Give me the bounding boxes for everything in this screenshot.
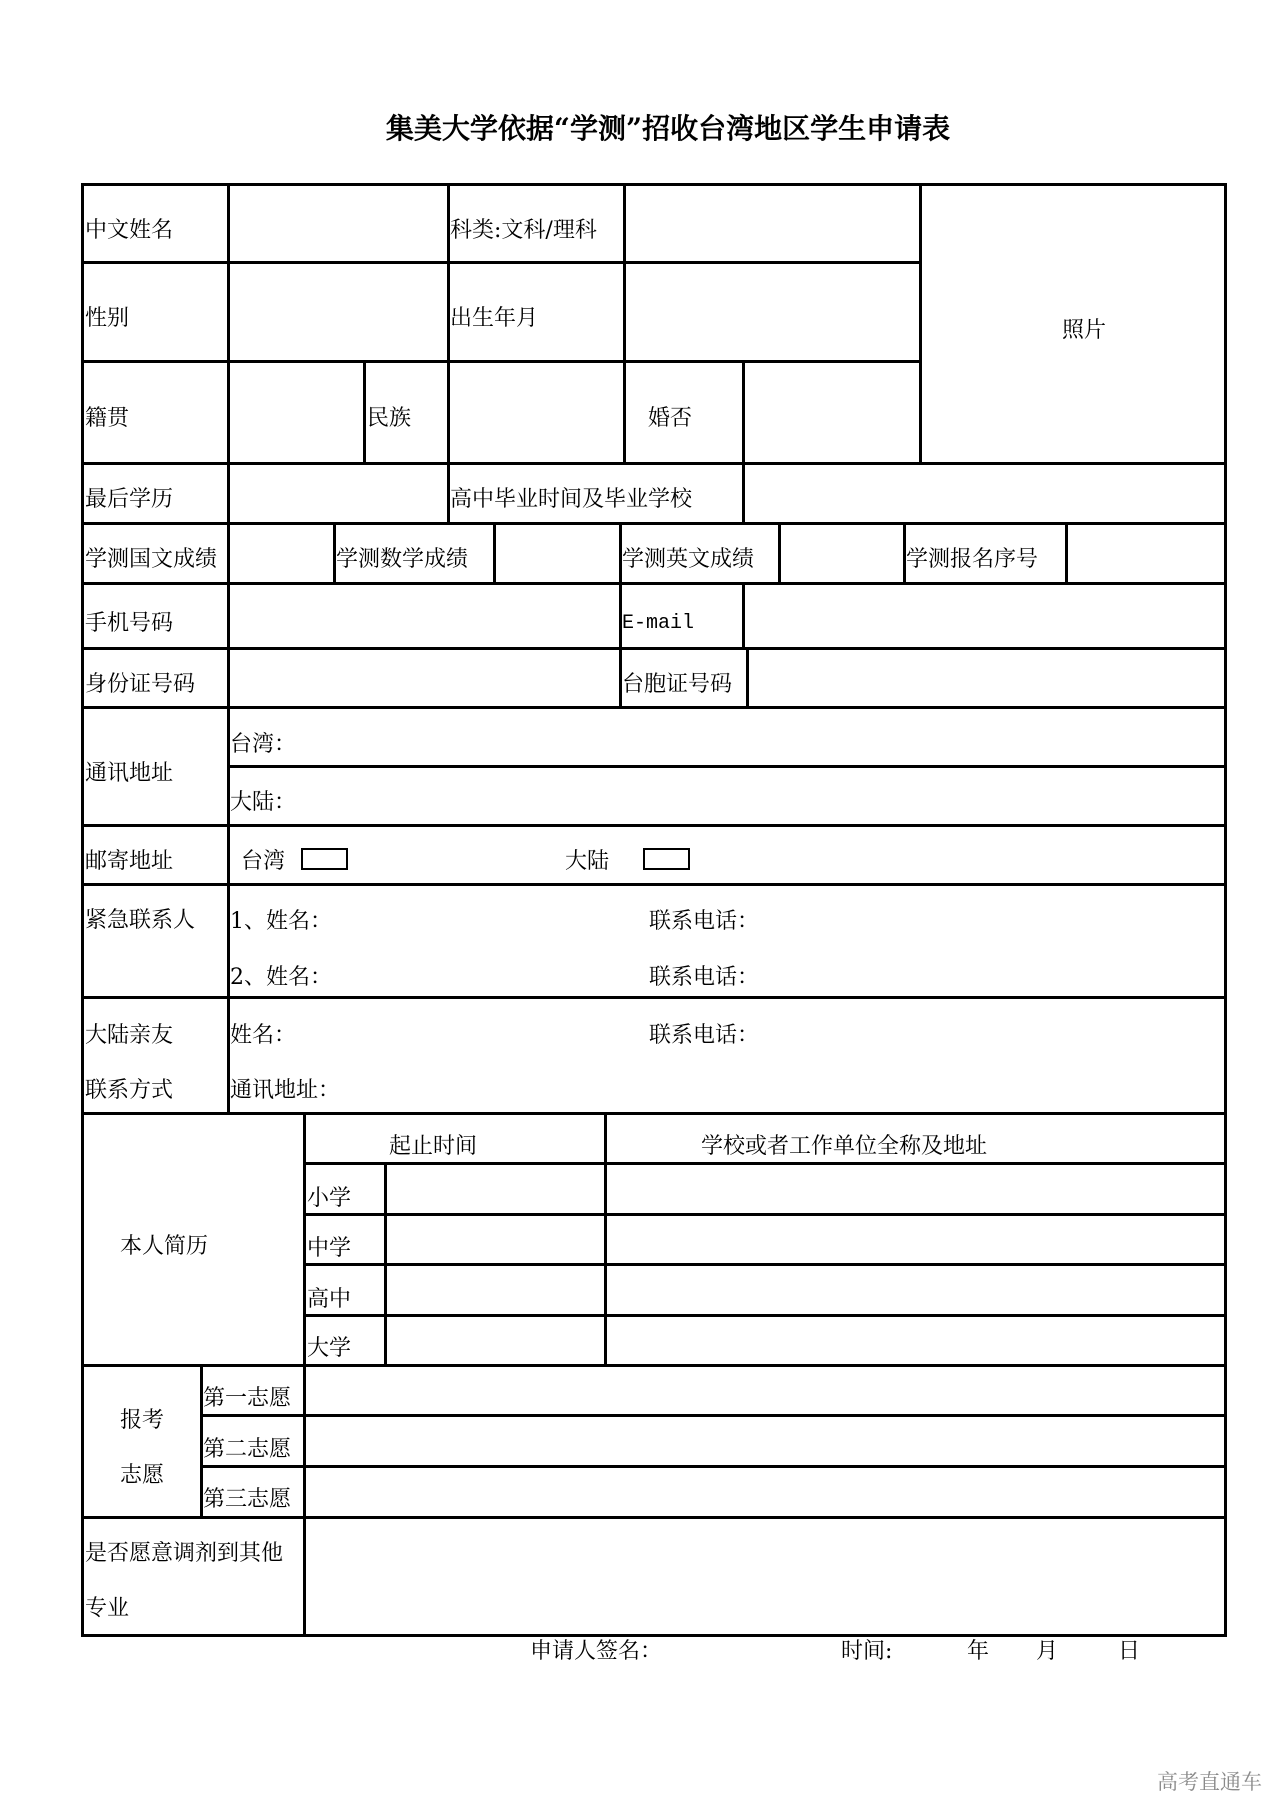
- high-school-label: 高中毕业时间及毕业学校: [450, 487, 693, 512]
- resume-period-header-label: 起止时间: [389, 1134, 478, 1159]
- form-title: 集美大学依据“学测”招收台湾地区学生申请表: [385, 112, 951, 145]
- emergency-phone1-label: 联系电话：: [649, 909, 760, 934]
- marital-label: 婚否: [648, 406, 693, 431]
- chinese-name-field: [227, 183, 450, 264]
- emergency-label: 紧急联系人: [85, 908, 196, 933]
- choices-label-line2: 志愿: [120, 1463, 165, 1488]
- taiwan-id-field: [746, 647, 1227, 709]
- address-mainland-field: [227, 765, 1227, 827]
- mailing-options-cell: [227, 824, 1227, 886]
- resume-school-field: [604, 1162, 1227, 1216]
- mailing-label: 邮寄地址: [85, 849, 174, 874]
- photo-label: 照片: [1062, 318, 1107, 343]
- birth-field: [623, 261, 922, 363]
- signature-month-label: 月: [1036, 1639, 1059, 1664]
- chinese-name-label: 中文姓名: [85, 218, 174, 243]
- relatives-name-label: 姓名：: [230, 1023, 297, 1048]
- signature-year-label: 年: [967, 1639, 990, 1664]
- emergency-phone2-label: 联系电话：: [649, 965, 760, 990]
- watermark: 高考直通车: [1157, 1770, 1262, 1794]
- resume-period-field: [384, 1314, 607, 1367]
- exam-number-field: [1065, 522, 1227, 585]
- choice-field: [303, 1465, 1227, 1519]
- education-label: 最后学历: [85, 487, 174, 512]
- id-number-field: [227, 647, 622, 709]
- subject-field: [623, 183, 922, 264]
- relatives-label-line1: 大陆亲友: [85, 1023, 174, 1048]
- relatives-label-line2: 联系方式: [85, 1078, 174, 1103]
- score-math-label: 学测数学成绩: [336, 547, 469, 572]
- exam-number-label: 学测报名序号: [906, 547, 1039, 572]
- adjust-label-line1: 是否愿意调剂到其他: [85, 1541, 284, 1566]
- education-field: [227, 462, 450, 525]
- mobile-field: [227, 582, 622, 650]
- choice-third-label: 第三志愿: [203, 1487, 292, 1512]
- resume-level-middle: 中学: [307, 1236, 352, 1261]
- gender-field: [227, 261, 450, 363]
- mailing-mainland-checkbox: [643, 848, 690, 870]
- resume-school-field: [604, 1263, 1227, 1317]
- address-label: 通讯地址: [85, 761, 174, 786]
- adjust-field: [303, 1516, 1227, 1637]
- resume-level-high: 高中: [307, 1287, 352, 1312]
- address-taiwan-label: 台湾：: [230, 732, 297, 757]
- resume-level-university: 大学: [307, 1336, 352, 1361]
- taiwan-id-label: 台胞证号码: [622, 672, 733, 697]
- marital-field: [742, 360, 922, 465]
- relatives-phone-label: 联系电话：: [649, 1023, 760, 1048]
- address-mainland-label: 大陆：: [230, 790, 297, 815]
- signature-day-label: 日: [1118, 1639, 1141, 1664]
- choices-label-line1: 报考: [120, 1408, 165, 1433]
- choice-field: [303, 1364, 1227, 1417]
- choice-field: [303, 1414, 1227, 1468]
- subject-label: 科类:文科/理科: [450, 218, 597, 243]
- choice-first-label: 第一志愿: [203, 1386, 292, 1411]
- relatives-field: [227, 996, 1227, 1115]
- applicant-signature-label: 申请人签名：: [530, 1639, 663, 1664]
- native-place-field: [227, 360, 366, 465]
- gender-label: 性别: [85, 306, 130, 331]
- resume-level-primary: 小学: [307, 1186, 352, 1211]
- ethnicity-field: [447, 360, 626, 465]
- relatives-address-label: 通讯地址：: [230, 1078, 341, 1103]
- mailing-taiwan-checkbox: [301, 848, 348, 870]
- resume-period-field: [384, 1263, 607, 1317]
- emergency-name2-label: 2、姓名：: [230, 965, 332, 990]
- resume-period-field: [384, 1213, 607, 1266]
- resume-label: 本人简历: [120, 1234, 209, 1259]
- address-taiwan-field: [227, 706, 1227, 768]
- emergency-label-cell: [81, 883, 230, 999]
- score-chinese-field: [227, 522, 336, 585]
- score-english-label: 学测英文成绩: [622, 547, 755, 572]
- signature-time-label: 时间:: [841, 1639, 893, 1664]
- id-number-label: 身份证号码: [85, 672, 196, 697]
- mailing-taiwan-label: 台湾: [241, 849, 286, 874]
- email-field: [742, 582, 1227, 650]
- mobile-label: 手机号码: [85, 611, 174, 636]
- ethnicity-label: 民族: [367, 406, 412, 431]
- resume-school-header-label: 学校或者工作单位全称及地址: [701, 1134, 988, 1159]
- choices-label-cell: [81, 1364, 203, 1519]
- email-label: E-mail: [622, 612, 695, 635]
- score-math-field: [493, 522, 622, 585]
- native-place-label: 籍贯: [85, 406, 130, 431]
- choice-second-label: 第二志愿: [203, 1437, 292, 1462]
- birth-label: 出生年月: [450, 306, 539, 331]
- mailing-mainland-label: 大陆: [565, 849, 610, 874]
- resume-school-field: [604, 1314, 1227, 1367]
- score-english-field: [778, 522, 906, 585]
- emergency-name1-label: 1、姓名：: [230, 909, 332, 934]
- score-chinese-label: 学测国文成绩: [85, 547, 218, 572]
- resume-school-field: [604, 1213, 1227, 1266]
- adjust-label-line2: 专业: [85, 1596, 130, 1621]
- resume-period-field: [384, 1162, 607, 1216]
- high-school-field: [742, 462, 1227, 525]
